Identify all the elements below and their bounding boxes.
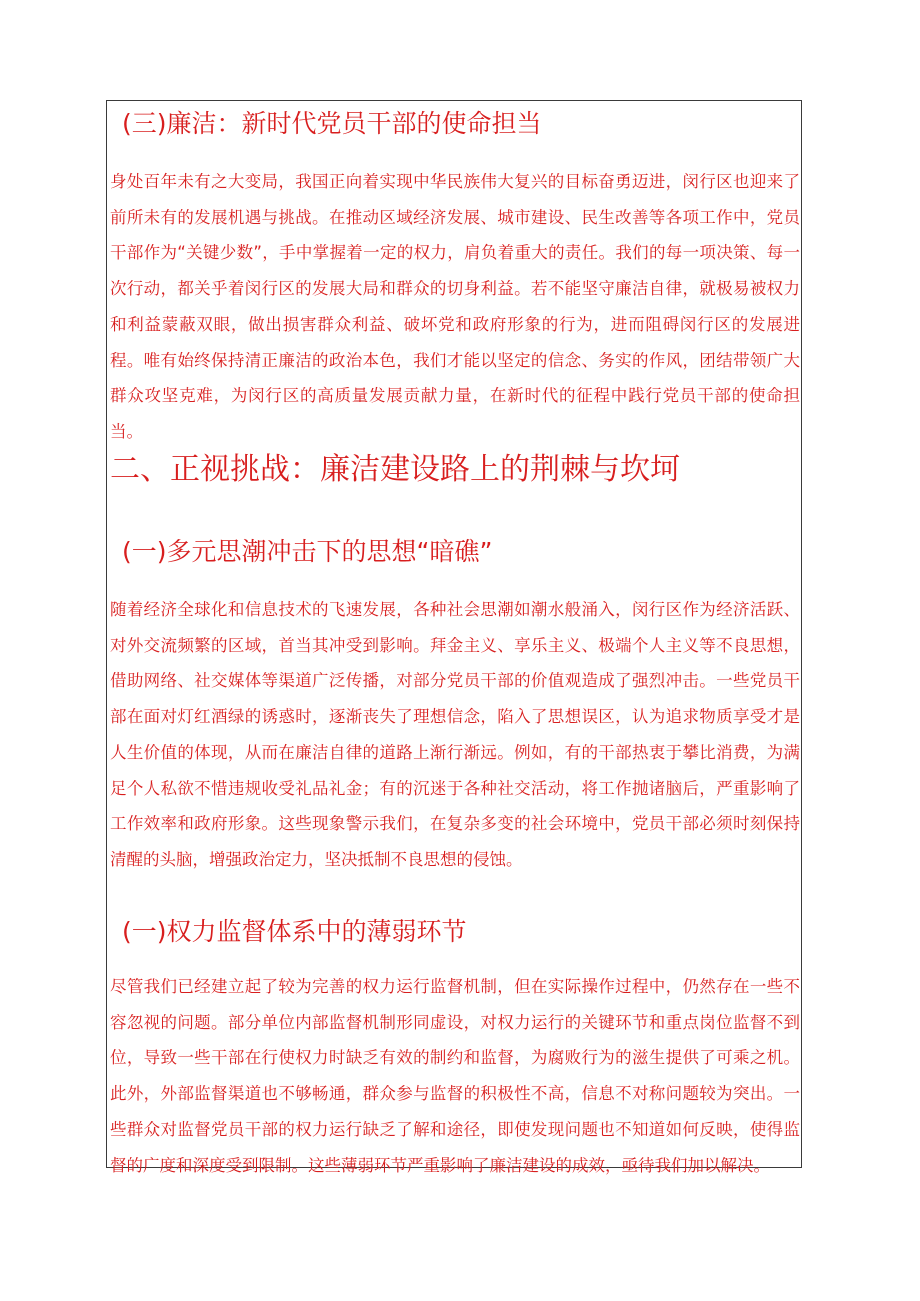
section-heading-ideological-reefs: (一)多元思潮冲击下的思想“暗礁”: [122, 537, 493, 566]
section-heading-supervision-weakness: (一)权力监督体系中的薄弱环节: [122, 917, 467, 946]
paragraph-supervision-weakness: 尽管我们已经建立起了较为完善的权力运行监督机制，但在实际操作过程中，仍然存在一些不容忽视的问题。部分单位内部监督机制形同虚设，对权力运行的关键环节和重点岗位监督不到位，导致一些干部在行使权力时缺乏有效的制约和监督，为腐败行为的滋生提供了可乘之机。此外，外部监督渠道也不够畅通，群众参与监督的积极性不高，信息不对称问题较为突出。一些群众对监督党员干部的权力运行缺乏了解和途径，即使发现问题也不知道如何反映，使得监督的广度和深度受到限制。这些薄弱环节严重影响了廉洁建设的成效，亟待我们加以解决。: [110, 977, 800, 1175]
paragraph-ideological-reefs: 随着经济全球化和信息技术的飞速发展，各种社会思潮如潮水般涌入，闵行区作为经济活跃、对外交流频繁的区域，首当其冲受到影响。拜金主义、享乐主义、极端个人主义等不良思想，借助网络、社交媒体等渠道广泛传播，对部分党员干部的价值观造成了强烈冲击。一些党员干部在面对灯红酒绿的诱惑时，逐渐丧失了理想信念，陷入了思想误区，认为追求物质享受才是人生价值的体现，从而在廉洁自律的道路上渐行渐远。例如，有的干部热衷于攀比消费，为满足个人私欲不惜违规收受礼品礼金；有的沉迷于各种社交活动，将工作抛诸脑后，严重影响了工作效率和政府形象。这些现象警示我们，在复杂多变的社会环境中，党员干部必须时刻保持清醒的头脑，增强政治定力，坚决抵制不良思想的侵蚀。: [110, 600, 800, 869]
paragraph-integrity-mission: 身处百年未有之大变局，我国正向着实现中华民族伟大复兴的目标奋勇迈进，闵行区也迎来了前所未有的发展机遇与挑战。在推动区域经济发展、城市建设、民生改善等各项工作中，党员干部作为“关键少数”，手中掌握着一定的权力，肩负着重大的责任。我们的每一项决策、每一次行动，都关乎着闵行区的发展大局和群众的切身利益。若不能坚守廉洁自律，就极易被权力和利益蒙蔽双眼，做出损害群众利益、破坏党和政府形象的行为，进而阻碍闵行区的发展进程。唯有始终保持清正廉洁的政治本色，我们才能以坚定的信念、务实的作风，团结带领广大群众攻坚克难，为闵行区的高质量发展贡献力量，在新时代的征程中践行党员干部的使命担当。: [110, 172, 800, 441]
chapter-heading-challenges: 二、正视挑战：廉洁建设路上的荆棘与坎坷: [110, 452, 680, 487]
section-heading-integrity-mission: (三)廉洁：新时代党员干部的使命担当: [122, 109, 542, 138]
